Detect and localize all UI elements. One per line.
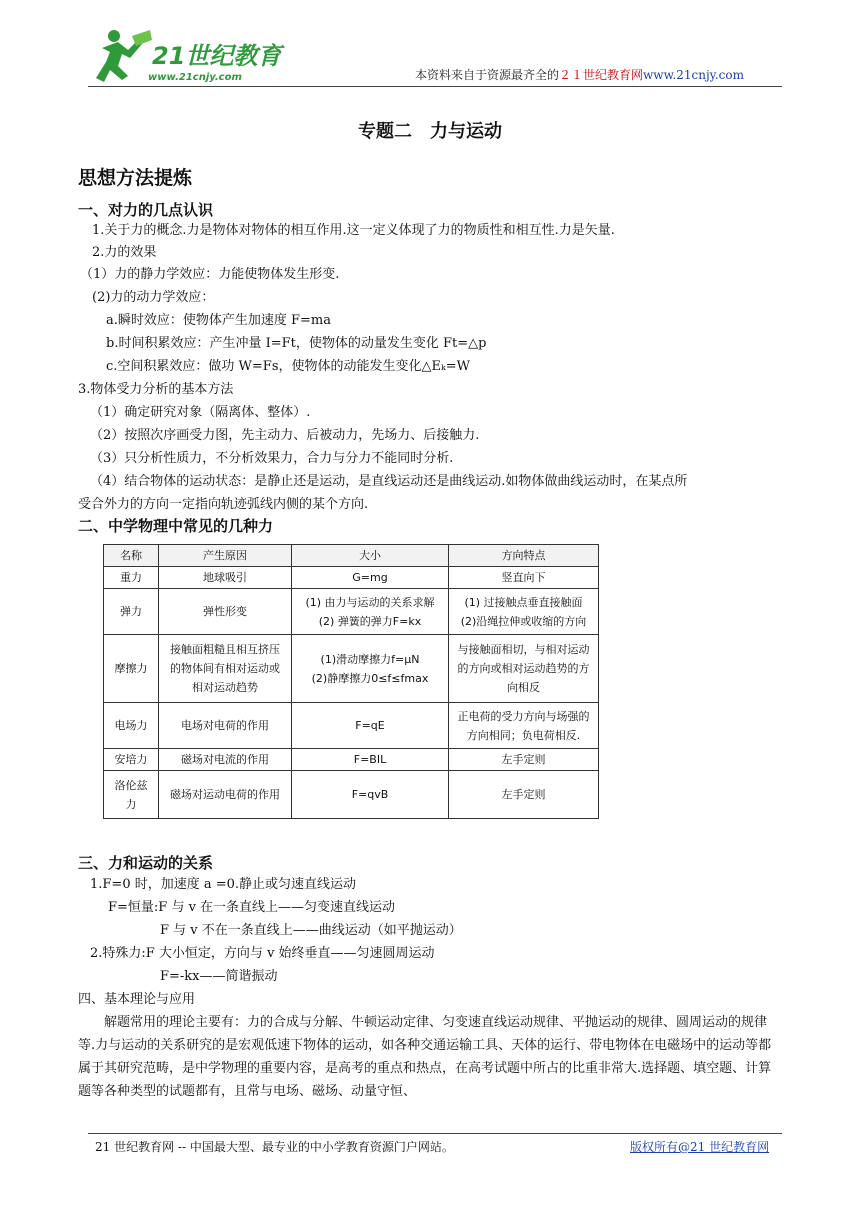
table-cell: 左手定则 [449,771,599,819]
table-cell: G=mg [292,567,449,589]
table-row [104,749,599,771]
table-cell: 弹力 [104,589,159,635]
running-figure-icon [88,26,288,86]
s4-paragraph: 解题常用的理论主要有：力的合成与分解、牛顿运动定律、匀变速直线运动规律、平抛运动的规律、圆周运动的规律等.力与运动的关系研究的是宏观低速下物体的运动，如各种交通运输工具、天体的运行、带电物体在电磁场中的运动等都属于其研究范畴，是中学物理的重要内容，是高考的重点和热点，在高考试题中所占的比重非常大.选择题、填空题、计算题等各种类型的试题都有，且常与电场、磁场、动量守恒、 [78,1015,772,1099]
table-cell: 地球吸引 [159,567,292,589]
table-row [104,703,599,749]
s3-heading: 三、力和运动的关系 [78,854,214,872]
s1-line: 2.力的效果 [92,245,157,260]
forces-table [103,544,599,819]
s1-line: (2)力的动力学效应： [92,290,215,305]
table-header-row [104,545,599,567]
table-cell: 摩擦力 [104,635,159,703]
table-cell: F=BIL [292,749,449,771]
table-cell: 磁场对电流的作用 [159,749,292,771]
table-cell: (1) 过接触点垂直接触面 (2)沿绳拉伸或收缩的方向 [449,589,599,635]
footer-copyright-link[interactable]: 版权所有@21 世纪教育网 [630,1140,770,1154]
table-cell: 磁场对运动电荷的作用 [159,771,292,819]
s1-line: a.瞬时效应：使物体产生加速度 F=ma [106,313,332,328]
table-cell: 与接触面相切，与相对运动 的方向或相对运动趋势的方 向相反 [449,635,599,703]
s1-line: （3）只分析性质力，不分析效果力，合力与分力不能同时分析. [90,451,454,466]
s1-line: （2）按照次序画受力图，先主动力、后被动力，先场力、后接触力. [90,428,480,443]
table-row [104,589,599,635]
header-note-url[interactable]: www.21cnjy.com [643,68,744,82]
header-divider [88,86,782,87]
s1-line: 受合外力的方向一定指向轨迹弧线内侧的某个方向. [78,497,369,512]
s1-line: 3.物体受力分析的基本方法 [78,382,234,397]
table-cell: (1)滑动摩擦力f=μN (2)静摩擦力0≤f≤fmax [292,635,449,703]
table-cell: (1) 由力与运动的关系求解 (2) 弹簧的弹力F=kx [292,589,449,635]
table-cell: 接触面粗糙且相互挤压 的物体间有相对运动或 相对运动趋势 [159,635,292,703]
table-cell: 竖直向下 [449,567,599,589]
s3-line: F 与 v 不在一条直线上——曲线运动（如平抛运动） [160,923,462,938]
table-cell: 安培力 [104,749,159,771]
table-cell: 电场对电荷的作用 [159,703,292,749]
s1-heading: 一、对力的几点认识 [78,201,214,219]
s3-line: F=恒量:F 与 v 在一条直线上——匀变速直线运动 [108,900,396,915]
header-note-site: ２１世纪教育网 [559,68,644,82]
table-cell: F=qE [292,703,449,749]
table-cell: 正电荷的受力方向与场强的 方向相同；负电荷相反. [449,703,599,749]
s3-line: 2.特殊力:F 大小恒定，方向与 v 始终垂直——匀速圆周运动 [90,946,435,961]
table-header-cell: 产生原因 [159,545,292,567]
table-cell: 左手定则 [449,749,599,771]
table-cell: F=qvB [292,771,449,819]
s3-line: F=-kx——简谐振动 [160,969,278,984]
header-note [415,66,744,83]
table-row [104,635,599,703]
s3-line: 1.F=0 时，加速度 a =0.静止或匀速直线运动 [90,877,357,892]
table-cell: 弹性形变 [159,589,292,635]
table-row [104,567,599,589]
page-title: 专题二 力与运动 [358,121,502,142]
site-logo [88,26,288,86]
table-cell: 洛伦兹 力 [104,771,159,819]
logo-text: 21世纪教育 [152,42,282,70]
table-header-cell: 大小 [292,545,449,567]
footer-divider [88,1133,782,1134]
logo-url: www.21cnjy.com [148,72,242,83]
s1-line: （1）力的静力学效应：力能使物体发生形变. [80,267,340,282]
table-row [104,771,599,819]
s1-line: b.时间积累效应：产生冲量 I=Ft，使物体的动量发生变化 Ft=△p [106,336,487,351]
table-header-cell: 名称 [104,545,159,567]
header-note-prefix: 本资料来自于资源最齐全的 [415,68,560,82]
table-cell: 重力 [104,567,159,589]
table-cell: 电场力 [104,703,159,749]
s4-heading: 四、基本理论与应用 [78,992,196,1007]
s1-line: c.空间积累效应：做功 W=Fs，使物体的动能发生变化△Eₖ=W [106,359,470,374]
footer-left-text: 21 世纪教育网 -- 中国最大型、最专业的中小学教育资源门户网站。 [95,1140,454,1154]
s2-heading: 二、中学物理中常见的几种力 [78,517,274,535]
table-header-cell: 方向特点 [449,545,599,567]
s1-line: 1.关于力的概念.力是物体对物体的相互作用.这一定义体现了力的物质性和相互性.力是矢量. [92,223,615,238]
s1-line: （4）结合物体的运动状态：是静止还是运动，是直线运动还是曲线运动.如物体做曲线运动时，在某点所 [90,474,688,489]
s1-line: （1）确定研究对象（隔离体、整体）. [90,405,311,420]
section-main-heading: 思想方法提炼 [78,167,193,189]
